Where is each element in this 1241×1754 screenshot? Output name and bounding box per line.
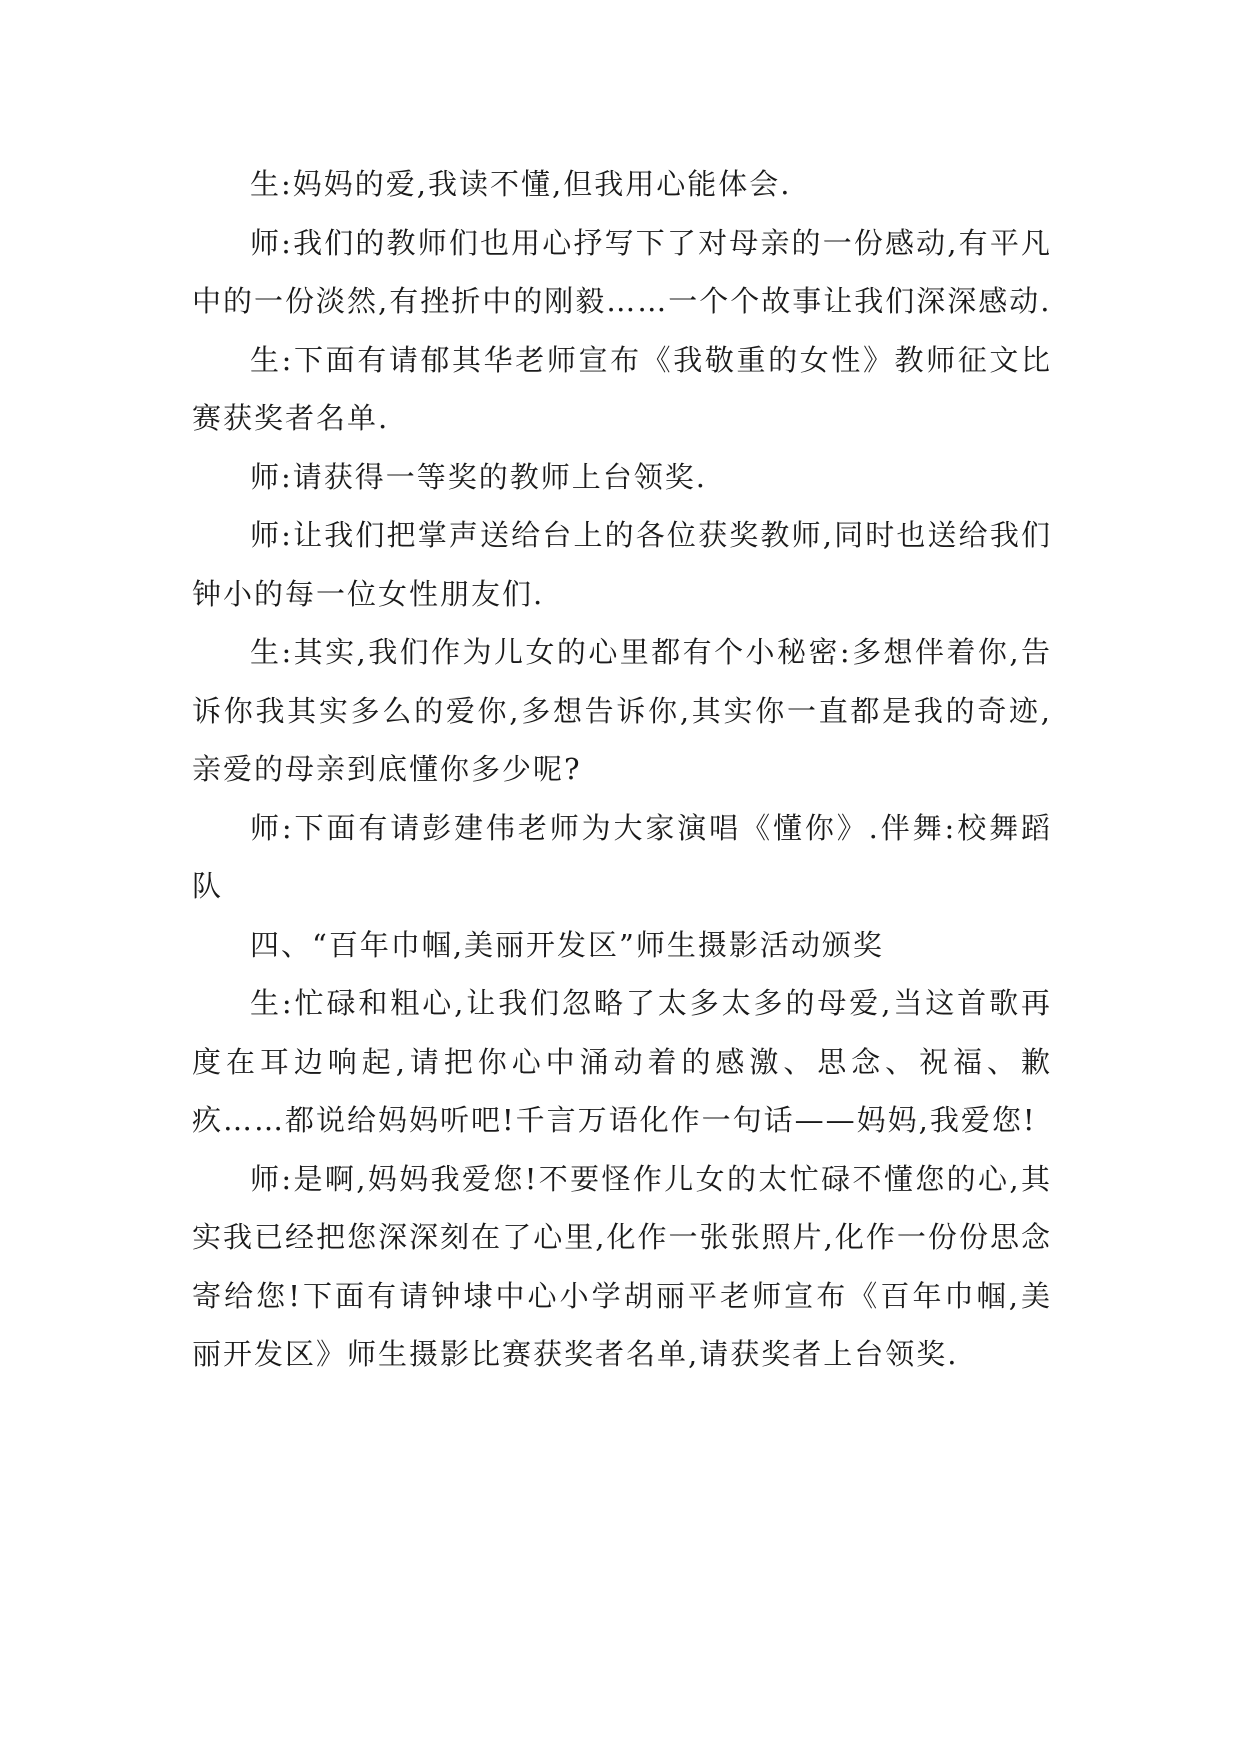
paragraph-3: 生:下面有请郁其华老师宣布《我敬重的女性》教师征文比赛获奖者名单. — [192, 342, 1052, 435]
paragraph-1: 生:妈妈的爱,我读不懂,但我用心能体会. — [250, 167, 792, 201]
paragraph-6: 生:其实,我们作为儿女的心里都有个小秘密:多想伴着你,告诉你我其实多么的爱你,多想告诉你,其实你一直都是我的奇迹,亲爱的母亲到底懂你多少呢? — [192, 635, 1052, 786]
paragraph-10: 师:是啊,妈妈我爱您!不要怪作儿女的太忙碌不懂您的心,其实我已经把您深深刻在了心里,化作一张张照片,化作一份份思念寄给您!下面有请钟埭中心小学胡丽平老师宣布《百年巾帼,美丽开发区》师生摄影比赛获奖者名单,请获奖者上台领奖. — [192, 1161, 1052, 1371]
paragraph-4: 师:请获得一等奖的教师上台领奖. — [250, 459, 707, 494]
paragraph-9: 生:忙碌和粗心,让我们忽略了太多太多的母爱,当这首歌再度在耳边响起,请把你心中涌动着的感激、思念、祝福、歉疚……都说给妈妈听吧!千言万语化作一句话——妈妈,我爱您! — [192, 986, 1052, 1137]
paragraph-7: 师:下面有请彭建伟老师为大家演唱《懂你》.伴舞:校舞蹈队 — [192, 810, 1052, 903]
section-heading: 四、“百年巾帼,美丽开发区”师生摄影活动颁奖 — [250, 927, 884, 962]
paragraph-2: 师:我们的教师们也用心抒写下了对母亲的一份感动,有平凡中的一份淡然,有挫折中的刚毅……一个个故事让我们深深感动. — [192, 225, 1052, 318]
paragraph-5: 师:让我们把掌声送给台上的各位获奖教师,同时也送给我们钟小的每一位女性朋友们. — [192, 518, 1052, 611]
document-body — [192, 155, 1052, 1384]
